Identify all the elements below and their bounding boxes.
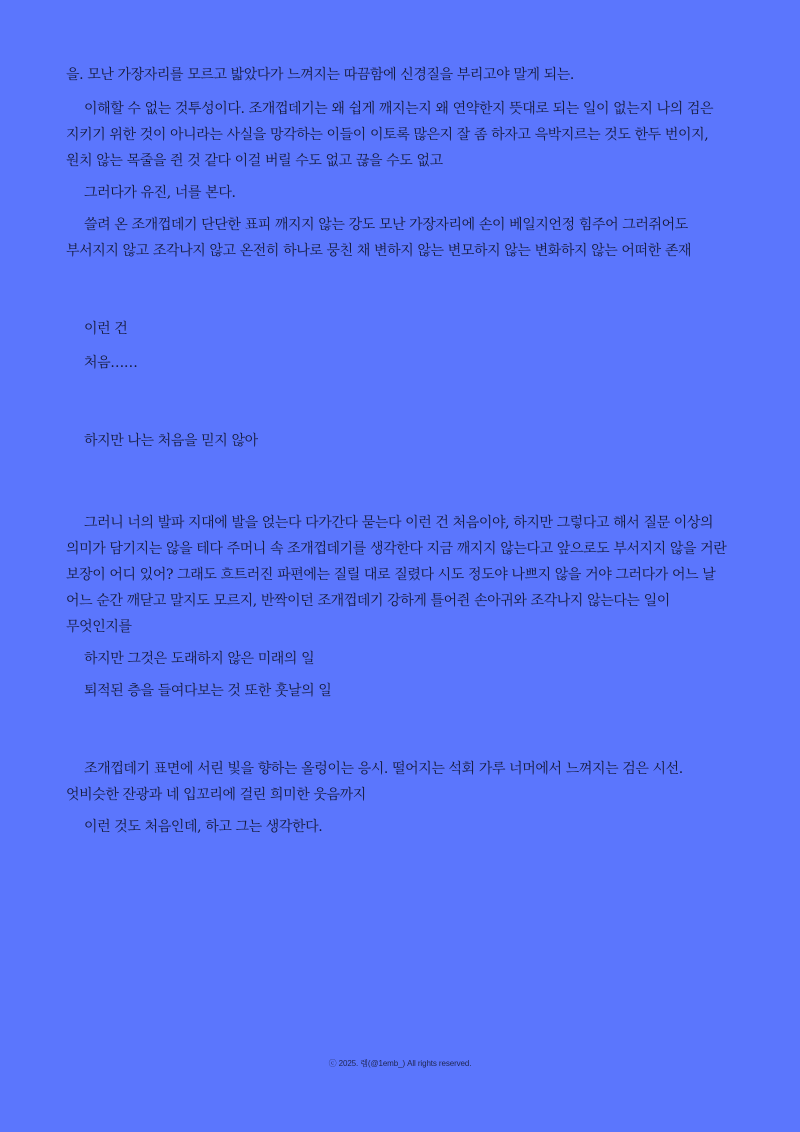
paragraph: 하지만 그것은 도래하지 않은 미래의 일 <box>84 651 315 667</box>
text-body <box>66 62 736 840</box>
paragraph: 그러니 너의 발파 지대에 발을 얹는다 다가간다 묻는다 이런 건 처음이야, 하지만 그렇다고 해서 질문 이상의 의미가 담기지는 않을 테다 주머니 속 조개껍데기를 생각한다 지금 깨지지 않는다고 앞으로도 부서지지 않을 거란 보장이 어디 있어? 그래도 흐트러진 파편에는 질릴 대로 질렸다 시도 정도야 나쁘지 않을 거야 그러다가 어느 날 어느 순간 깨닫고 말지도 모르지, 반짝이던 조개껍데기 강하게 틀어쥔 손아귀와 조각나지 않는다는 일이 무엇인지를 <box>66 515 727 635</box>
paragraph: 처음…… <box>84 355 138 371</box>
paragraph: 이해할 수 없는 것투성이다. 조개껍데기는 왜 쉽게 깨지는지 왜 연약한지 뜻대로 되는 일이 없는지 나의 검은 지키기 위한 것이 아니라는 사실을 망각하는 이들이 이토록 많은지 잘 좀 하자고 윽박지르는 것도 한두 번이지, 원치 않는 목줄을 쥔 것 같다 이걸 버릴 수도 없고 끊을 수도 없고 <box>66 101 714 169</box>
paragraph: 퇴적된 층을 들여다보는 것 또한 훗날의 일 <box>84 683 332 699</box>
copyright-footer: ⓒ 2025. 렘(@1emb_) All rights reserved. <box>328 1059 472 1068</box>
paragraph: 쓸려 온 조개껍데기 단단한 표피 깨지지 않는 강도 모난 가장자리에 손이 베일지언정 힘주어 그러쥐어도 부서지지 않고 조각나지 않고 온전히 하나로 뭉친 채 변하지 않는 변모하지 않는 변화하지 않는 어떠한 존재 <box>66 217 692 259</box>
paragraph: 을. 모난 가장자리를 모르고 밟았다가 느껴지는 따끔함에 신경질을 부리고야 말게 되는. <box>66 67 574 83</box>
paragraph: 이런 건 <box>84 321 128 337</box>
paragraph: 이런 것도 처음인데, 하고 그는 생각한다. <box>84 819 323 835</box>
paragraph: 조개껍데기 표면에 서린 빛을 향하는 올렁이는 응시. 떨어지는 석회 가루 너머에서 느껴지는 검은 시선. 엇비슷한 잔광과 네 입꼬리에 걸린 희미한 웃음까지 <box>66 761 683 803</box>
paragraph: 그러다가 유진, 너를 본다. <box>84 185 236 201</box>
paragraph: 하지만 나는 처음을 믿지 않아 <box>84 433 258 449</box>
